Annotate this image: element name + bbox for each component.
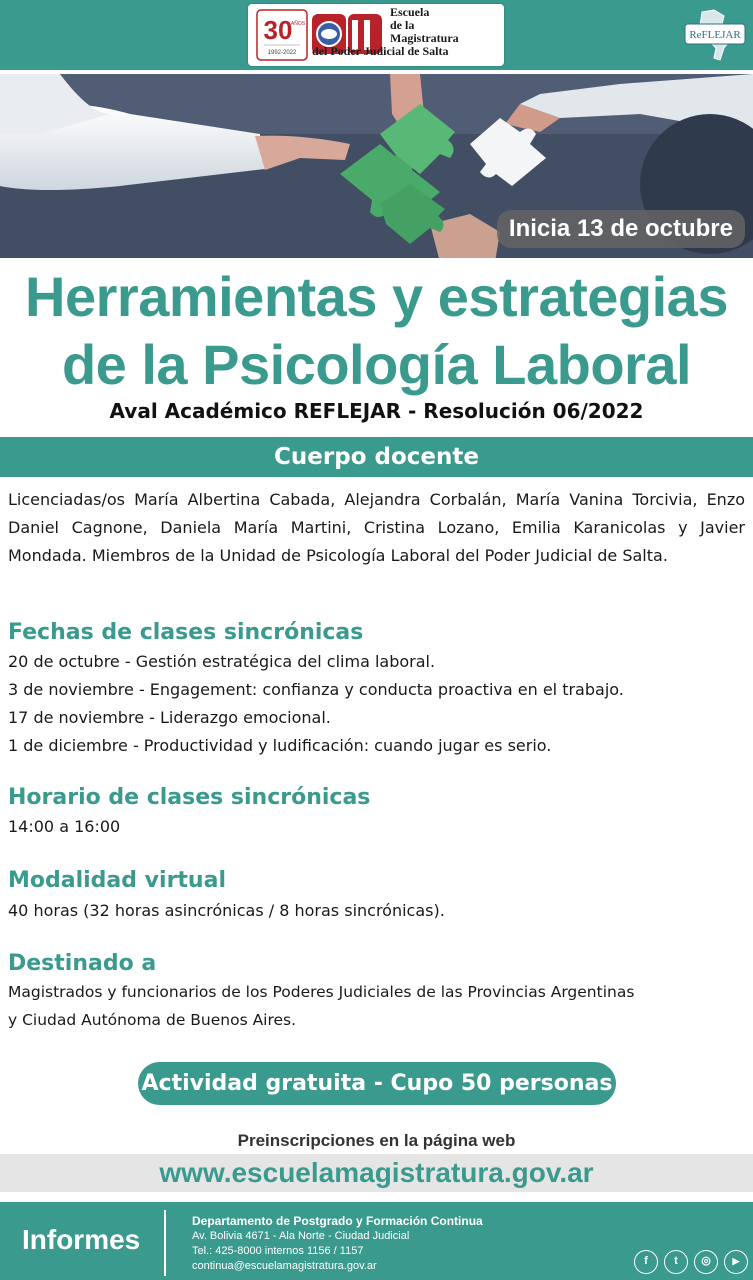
preinscripciones-label: Preinscripciones en la página web xyxy=(237,1131,516,1150)
modalidad-value: 40 horas (32 horas asincrónicas / 8 horas sincrónicas). xyxy=(8,901,445,920)
footer-department: Departamento de Postgrado y Formación Continua xyxy=(192,1214,483,1228)
footer xyxy=(0,1200,753,1280)
section-heading-destinado: Destinado a xyxy=(8,951,157,976)
horario-value: 14:00 a 16:00 xyxy=(8,817,121,836)
logo-line: Escuela xyxy=(390,5,430,19)
footer-email[interactable]: continua@escuelamagistratura.gov.ar xyxy=(192,1260,377,1272)
logo-line: de la xyxy=(390,18,415,32)
anniversary-badge-icon xyxy=(256,9,308,61)
destinado-line: y Ciudad Autónoma de Buenos Aires. xyxy=(8,1011,297,1029)
anniversary-number: 30 xyxy=(263,15,293,45)
course-subtitle: Aval Académico REFLEJAR - Resolución 06/2022 xyxy=(109,399,644,423)
twitter-icon[interactable]: t xyxy=(664,1250,688,1274)
header-band xyxy=(0,0,753,70)
footer-divider xyxy=(164,1210,166,1276)
start-date-badge: Inicia 13 de octubre xyxy=(497,210,745,248)
facebook-icon[interactable]: f xyxy=(634,1250,658,1274)
destinado-line: Magistrados y funcionarios de los Poderes Judiciales de las Provincias Argentinas xyxy=(8,983,635,1001)
footer-contact xyxy=(192,1214,483,1274)
instagram-icon[interactable]: ◎ xyxy=(694,1250,718,1274)
list-item: 1 de diciembre - Productividad y ludificación: cuando jugar es serio. xyxy=(8,736,552,755)
website-link[interactable]: www.escuelamagistratura.gov.ar xyxy=(0,1154,753,1192)
anniversary-years: 1992-2022 xyxy=(267,50,297,56)
footer-informes-label: Informes xyxy=(22,1224,141,1255)
anniversary-word: AÑOS xyxy=(290,21,306,27)
list-item: 17 de noviembre - Liderazgo emocional. xyxy=(8,708,331,727)
list-item: 20 de octubre - Gestión estratégica del clima laboral. xyxy=(8,652,436,671)
youtube-icon[interactable]: ▶ xyxy=(724,1250,748,1274)
section-heading-horario: Horario de clases sincrónicas xyxy=(8,785,371,810)
destinado-text xyxy=(8,978,634,1034)
footer-address: Av. Bolivia 4671 - Ala Norte - Ciudad Judicial xyxy=(192,1230,410,1242)
free-activity-badge: Actividad gratuita - Cupo 50 personas xyxy=(138,1062,616,1105)
logo-text xyxy=(312,5,502,58)
section-heading-docentes: Cuerpo docente xyxy=(0,437,753,477)
logo-line: del Poder Judicial de Salta xyxy=(312,44,449,58)
social-links xyxy=(634,1250,748,1274)
logo-line: Magistratura xyxy=(390,31,459,45)
modalidad-text xyxy=(8,897,445,925)
course-title xyxy=(0,265,753,396)
course-title-line: Herramientas y estrategias xyxy=(25,265,728,328)
reflejar-text: ReFLEJAR xyxy=(689,29,741,41)
reflejar-logo-icon[interactable] xyxy=(684,8,746,62)
horario-text xyxy=(8,813,120,841)
section-heading-modalidad: Modalidad virtual xyxy=(8,868,226,893)
fechas-list xyxy=(8,648,624,760)
section-heading-fechas: Fechas de clases sincrónicas xyxy=(8,620,364,645)
docentes-text: Licenciadas/os María Albertina Cabada, Alejandra Corbalán, María Vanina Torcivia, Enzo Daniel Cagnone, Daniela María Martini, Cristina Lozano, Emilia Karanicolas y Javier Mondada. Miembros de la Unidad de Psicología Laboral del Poder Judicial de Salta. xyxy=(8,490,745,565)
course-title-line: de la Psicología Laboral xyxy=(61,333,692,396)
school-logo[interactable] xyxy=(248,4,504,66)
footer-phone: Tel.: 425-8000 internos 1156 / 1157 xyxy=(192,1245,364,1257)
list-item: 3 de noviembre - Engagement: confianza y conducta proactiva en el trabajo. xyxy=(8,680,624,699)
